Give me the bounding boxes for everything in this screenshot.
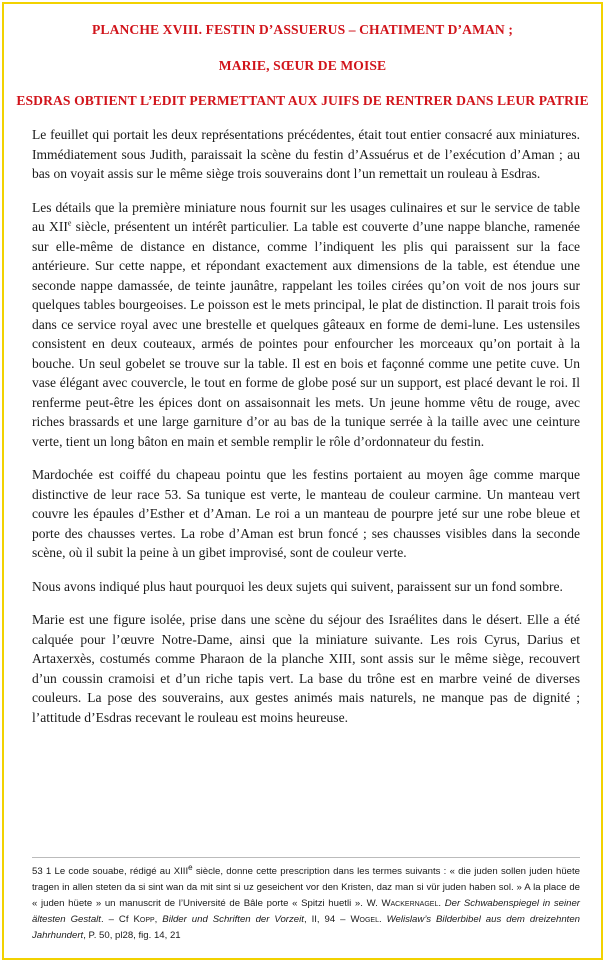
paragraph-1: Le feuillet qui portait les deux représentations précédentes, était tout entier consacré aux miniatures. Immédiatement sous Judith, paraissait la scène du festin d’Assuérus et de l’exécution d’Aman ; au bas on voyait assis sur le même siège trois souverains dont l’un remettait un rouleau à Esdras. <box>32 127 580 181</box>
body-text <box>32 125 580 741</box>
plate-subtitle: MARIE, SŒUR DE MOISE <box>218 58 387 73</box>
paragraph-2: Les détails que la première miniature nous fournit sur les usages culinaires et sur le service de table au XIIe siècle, présentent un intérêt particulier. La table est couverte d’une nappe blanche, ramenée sur elle-même de distance en distance, comme l’indiquent les plis qui paraissent sur la face antérieure. Sur cette nappe, et répondant exactement aux dimensions de la table, est étendue une seconde nappe damassée, de teinte jaunâtre, rappelant les toiles cirées qu’on voit de nos jours sur quelques tables bourgeoises. Le poisson est le mets principal, le plat de distinction. Il parait trois fois dans ce service royal avec une brestelle et quelques gâteaux en forme de demi-lune. Les ustensiles consistent en deux couteaux, armés de pointes pour enfourcher les morceaux qu’on portait à la bouche. Un seul gobelet se trouve sur la table. Il est en bois et façonné comme une petite cuve. Un vase élégant avec couvercle, le tout en forme de globe posé sur un support, est placé devant le roi. Il renferme peut-être les épices dont on assaisonnait les mets. Un jeune homme vêtu de rouge, avec riches brassards et une large garniture d’or au bas de la tunique serrée à la taille avec une ceinture verte, tient un long bâton en main et semble remplir le rôle d’ordonnateur du festin. <box>32 199 580 449</box>
paragraph-5: Marie est une figure isolée, prise dans une scène du séjour des Israélites dans le désert. Elle a été calquée pour l’œuvre Notre-Dame, ainsi que la miniature suivante. Les rois Cyrus, Darius et Artaxerxès, costumés comme Pharaon de la planche XIII, sont assis sur le même siège, recouvert d’un coussin cramoisi et d’un riche tapis vert. La base du trône est en marbre veiné de diverses couleurs. La pose des souverains, aux gestes animés mais naturels, ne manque pas de dignité ; l’attitude d’Esdras recevant le rouleau est moins heureuse. <box>32 612 580 725</box>
document-page <box>2 2 603 960</box>
plate-subtitle-2: ESDRAS OBTIENT L’EDIT PERMETTANT AUX JUIFS DE RENTRER DANS LEUR PATRIE <box>16 93 589 108</box>
footnote: 53 1 Le code souabe, rédigé au XIIIe siècle, donne cette prescription dans les termes suivants : « die juden sollen juden hüete tragen in allen steten da si sint wan da mit sint si uz geseichent vor den Kristen, daz man si vür juden haben sol. » A la place de « juden hüete » un manuscrit de l’Université de Bâle porte « Spitzi huetli ». W. Wackernagel. Der Schwabenspiegel in seiner ältesten Gestalt. – Cf Kopp, Bilder und Schriften der Vorzeit, II, 94 – Wogel. Welislaw’s Bilderbibel aus dem dreizehnten Jahrhundert, P. 50, pl28, fig. 14, 21 <box>32 862 581 941</box>
paragraph-4: Nous avons indiqué plus haut pourquoi les deux sujets qui suivent, paraissent sur un fond sombre. <box>32 578 563 594</box>
paragraph-3: Mardochée est coiffé du chapeau pointu que les festins portaient au moyen âge comme marque distinctive de leur race 53. Sa tunique est verte, le manteau de couleur carmine. Un manteau vert couvre les épaules d’Esther et d’Aman. Le roi a un manteau de pourpre jeté sur une robe bleue et porte des chausses vertes. La robe d’Aman est brun foncé ; ses chausses visibles dans la seconde scène, où il subit la peine à un gibet improvisé, sont de couleur verte. <box>32 467 580 560</box>
footnote-divider <box>32 857 580 858</box>
plate-title: PLANCHE XVIII. FESTIN D’ASSUERUS – CHATIMENT D’AMAN ; <box>92 22 513 37</box>
